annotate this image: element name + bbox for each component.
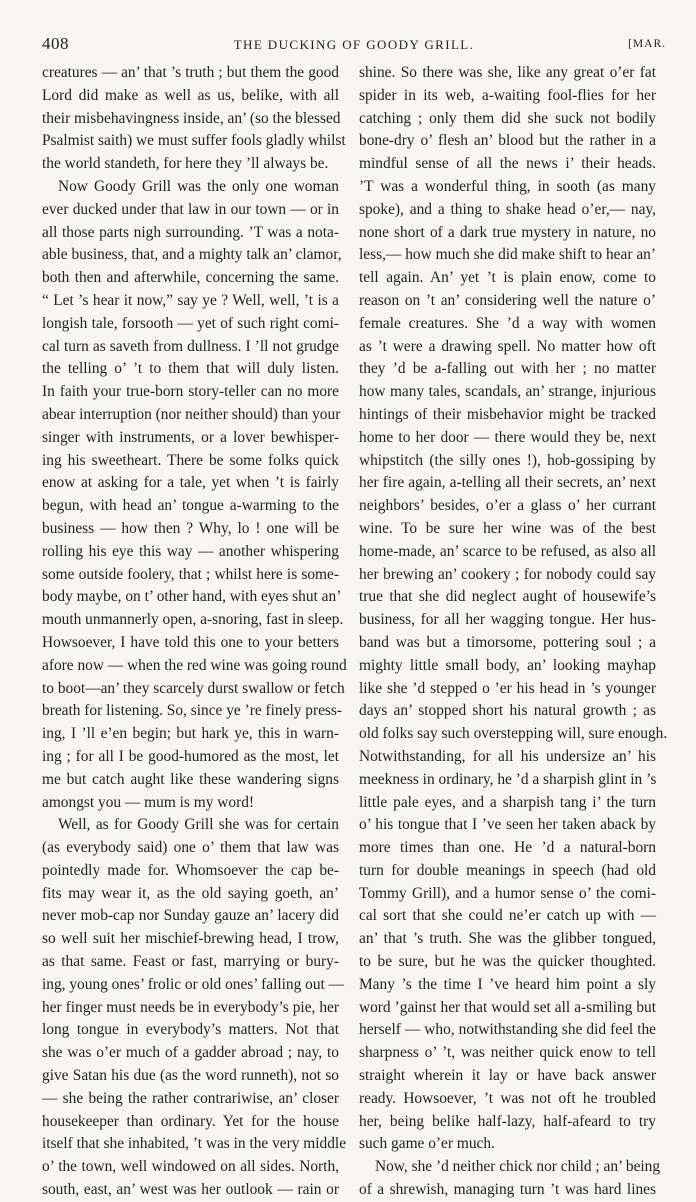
text-line: longish tale, forsooth — yet of such right comi- <box>42 314 339 332</box>
text-line: more times than one. He ’d a natural-born <box>359 839 656 857</box>
text-line: bone-dry o’ flesh an’ blood but the rather in a <box>359 132 656 150</box>
text-line: as that same. Feast or fast, marrying or bury- <box>42 953 339 971</box>
text-line: creatures — an’ that ’s truth ; but them the good <box>42 64 339 81</box>
text-line: such game o’er much. <box>359 1135 495 1153</box>
text-line: word ’gainst her that would set all a-smiling but <box>359 998 656 1016</box>
text-line: little pale eyes, and a sharpish tang i’ the turn <box>359 793 656 811</box>
text-line: whipstitch (the silly ones !), hob-gossiping by <box>359 451 656 469</box>
text-line: all those parts nigh surrounding. ’T was a nota- <box>42 223 339 241</box>
text-line: female creatures. She ’d a way with women <box>359 314 656 332</box>
text-line: ing, young ones’ frolic or old ones’ falling out — <box>42 975 345 993</box>
text-line: housekeeper than ordinary. Yet for the house <box>42 1112 339 1130</box>
text-line: — she being the rather contrariwise, an’ closer <box>42 1089 339 1107</box>
text-line: band was but a timorsome, pottering soul ; a <box>359 633 656 651</box>
text-line: Lord did make as well as us, belike, with all <box>42 86 339 104</box>
text-line: afore now — when the red wine was going round <box>42 656 347 674</box>
text-line: how many tales, scandals, an’ strange, injurious <box>359 383 656 401</box>
text-line: business — how then ? Why, lo ! one will be <box>42 519 339 537</box>
text-line: to be sure, but he was the quicker thoughted. <box>359 953 656 971</box>
text-line: spoke), and a thing to shake head o’er,— nay, <box>359 200 656 218</box>
text-line: Now, she ’d neither chick nor child ; an’ being <box>375 1158 661 1176</box>
text-line: In faith your true-born story-teller can no more <box>42 383 339 401</box>
text-line: south, east, an’ west was her outlook — rain or <box>42 1181 339 1199</box>
text-line: able business, that, and a mighty talk an’ clamor, <box>42 246 342 264</box>
text-line: ing ; for all I be good-humored as the most, let <box>42 747 339 765</box>
text-line: rolling his eye this way — another whispering <box>42 542 339 560</box>
text-line: as ’t were a drawing spell. No matter how oft <box>359 337 656 355</box>
text-line: old folks say such overstepping will, sure enough. <box>359 725 668 743</box>
text-line: business, for all her wagging tongue. Her hus- <box>359 611 656 629</box>
text-line: cal sort that she could ne’er catch up with — <box>359 907 656 925</box>
section-marker: [MAR. <box>628 38 666 50</box>
text-line: ’T was a wonderful thing, in sooth (as many <box>359 177 656 195</box>
running-title: THE DUCKING OF GOODY GRILL. <box>233 37 475 52</box>
text-line: less,— how much she did make shift to hear an’ <box>359 246 656 264</box>
text-line: so well suit her mischief-brewing head, I trow, <box>42 930 339 948</box>
text-line: mouth unmannerly open, a-snoring, fast in sleep. <box>42 611 344 629</box>
text-line: hintings of their misbehavior might be tracked <box>359 405 656 423</box>
text-line: singer with instruments, or a lover bewhisper- <box>42 428 339 446</box>
text-line: ready. Howsoever, ’t was not oft he troubled <box>359 1089 656 1107</box>
text-line: meekness in ordinary, he ’d a sharpish glint in ’s <box>359 770 657 788</box>
text-line: tell again. An’ yet ’t is plain enow, come to <box>359 269 656 287</box>
text-line: long tongue in everybody’s matters. Not that <box>42 1021 339 1039</box>
text-line: Psalmist saith) we must suffer fools gladly whilst <box>42 132 346 150</box>
text-line: home to her door — there would they be, next <box>359 428 656 446</box>
text-line: o’ the town, well windowed on all sides. North, <box>42 1158 339 1176</box>
text-line: fits may wear it, as the old saying goeth, an’ <box>42 884 339 902</box>
text-line: the world standeth, for here they ’ll always be. <box>42 155 329 173</box>
text-line: me but catch aught like these wandering signs <box>42 770 339 788</box>
text-line: her, being belike half-lazy, half-afeard to try <box>359 1112 656 1130</box>
text-line: begun, with head an’ tongue a-warming to the <box>42 497 339 515</box>
left-column <box>42 62 347 1202</box>
text-line: turn for double meanings in speech (had old <box>359 861 656 879</box>
text-line: spider in its web, a-waiting fool-flies for her <box>359 86 656 104</box>
text-line: shine. So there was she, like any great o’er fat <box>359 64 656 81</box>
text-line: “ Let ’s hear it now,” say ye ? Well, well, ’t is a <box>42 291 339 309</box>
text-line: sharpness o’ ’t, was neither quick enow to tell <box>359 1044 656 1062</box>
text-line: their misbehavingness inside, an’ (so the blessed <box>42 109 341 127</box>
text-line: of a shrewish, managing turn ’t was hard lines <box>359 1181 656 1199</box>
text-line: Well, as for Goody Grill she was for certain <box>58 816 339 834</box>
text-line: straight wherein it lay or have back answer <box>359 1067 656 1085</box>
text-line: o’ his tongue that I ’ve seen her taken aback by <box>359 816 656 834</box>
text-line: breath for listening. So, since ye ’re finely press- <box>42 702 343 720</box>
text-line: Many ’s the time I ’ve heard him point a sly <box>359 975 656 993</box>
text-line: true that she did neglect aught of housewife’s <box>359 588 656 606</box>
text-line: Howsoever, I have told this one to your betters <box>42 633 339 651</box>
text-line: ing, I ’ll e’en begin; but hark ye, this in warn- <box>42 725 339 743</box>
text-line: mighty little small body, an’ looking mayhap <box>359 656 656 674</box>
text-line: some outside foolery, that ; whilst here is some- <box>42 565 339 583</box>
text-line: itself that she inhabited, ’t was in the very middle <box>42 1135 347 1153</box>
text-line: they ’d be a-falling out with her ; no matter <box>359 360 656 378</box>
text-line: both then and afterwhile, concerning the same. <box>42 269 339 287</box>
text-line: enow at asking for a tale, yet when ’t is fairly <box>42 474 339 492</box>
text-line: give Satan his due (as the word runneth), not so <box>42 1067 339 1085</box>
text-line: pointedly made for. Whomsoever the cap be- <box>42 861 339 879</box>
text-line: ever ducked under that law in our town — or in <box>42 200 339 218</box>
right-column <box>359 62 668 1202</box>
text-line: her brewing an’ cookery ; for nobody could say <box>359 565 656 583</box>
text-line: Tommy Grill), and a humor sense o’ the comi- <box>359 884 656 902</box>
page-header <box>42 34 666 58</box>
text-line: to boot—an’ they scarcely durst swallow or fetch <box>42 679 345 697</box>
text-line: ing his sweetheart. There be some folks quick <box>42 451 339 469</box>
text-line: neighbors’ besides, o’er a glass o’ her currant <box>359 497 656 515</box>
text-line: her fire again, a-telling all their secrets, an’ next <box>359 474 656 492</box>
text-line: cal turn as saveth from dullness. I ’ll not grudge <box>42 337 339 355</box>
text-line: she was o’er much of a gadder abroad ; nay, to <box>42 1044 339 1062</box>
text-line: amongst you — mum is my word! <box>42 793 255 811</box>
text-line: Now Goody Grill was the only one woman <box>58 177 339 195</box>
text-line: herself — who, notwithstanding she did feel the <box>359 1021 656 1039</box>
text-line: abear interruption (nor neither should) than your <box>42 405 341 423</box>
text-line: home-made, an’ scarce to be refused, as also all <box>359 542 656 560</box>
text-line: body maybe, on t’ other hand, with eyes shut an’ <box>42 588 342 606</box>
text-line: (as everybody said) one o’ them that law was <box>42 839 339 857</box>
text-line: catching ; only them did she suck not bodily <box>359 109 656 127</box>
text-line: her finger must needs be in everybody’s pie, her <box>42 998 339 1016</box>
text-line: reason on ’t an’ considering well the nature o’ <box>359 291 656 309</box>
text-line: an’ that ’s truth. She was the glibber tongued, <box>359 930 656 948</box>
text-line: Notwithstanding, for all his undersize an’ his <box>359 747 656 765</box>
text-line: never mob-cap nor Sunday gauze an’ lacery did <box>42 907 339 925</box>
text-line: wine. To be sure her wine was of the best <box>359 519 656 537</box>
text-line: like she ’d stepped o ’er his head in ’s younger <box>359 679 656 697</box>
text-line: days an’ stopped short his natural growth ; as <box>359 702 656 720</box>
text-line: none short of a dark true mystery in nature, no <box>359 223 656 241</box>
text-line: mindful sense of all the news i’ their heads. <box>359 155 656 173</box>
text-line: the telling o’ ’t to them that will duly listen. <box>42 360 339 378</box>
page-number: 408 <box>42 34 69 53</box>
